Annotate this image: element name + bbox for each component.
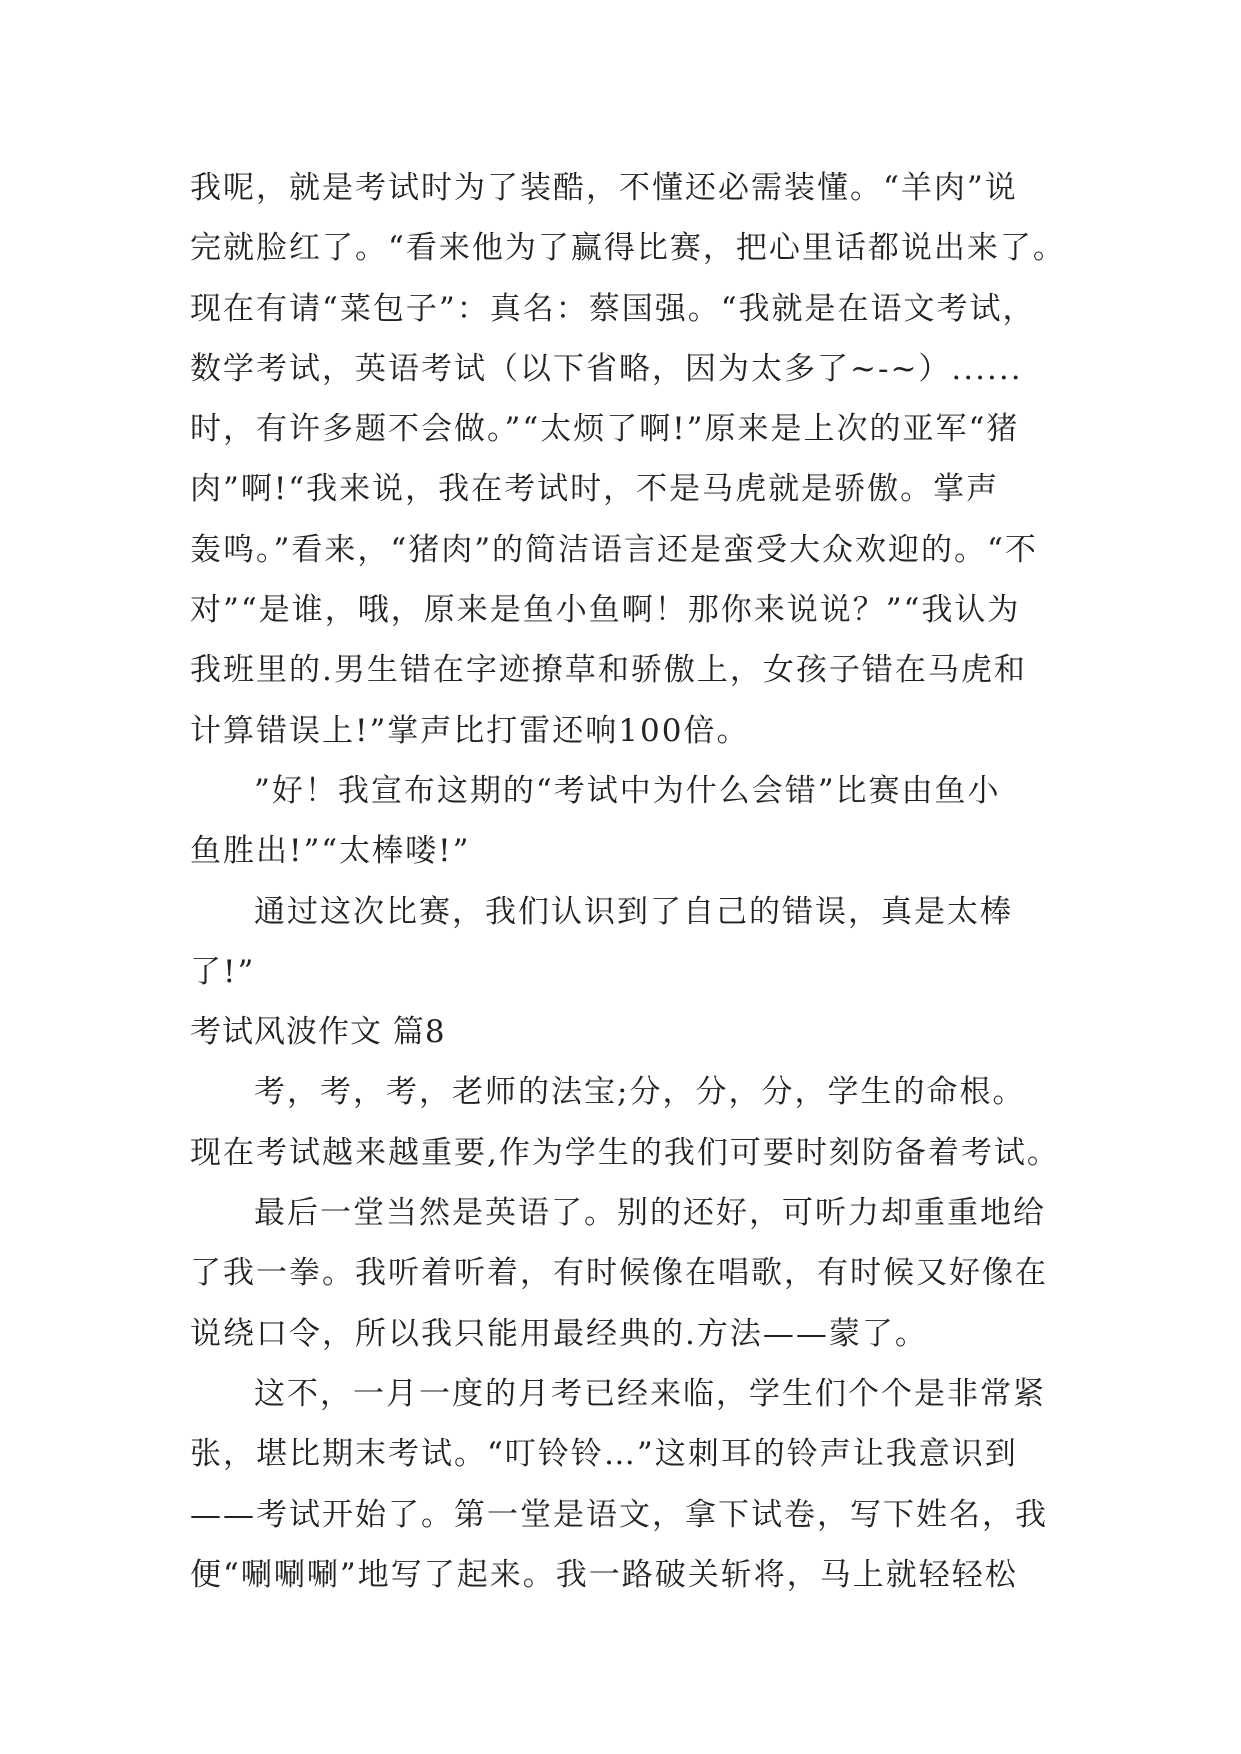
text-line: 时，有许多题不会做。”“太烦了啊!”原来是上次的亚军“猪 — [190, 411, 1020, 448]
text-line: 我班里的.男生错在字迹撩草和骄傲上，女孩子错在马虎和 — [190, 652, 1027, 689]
text-line: 现在有请“菜包子”：真名：蔡国强。“我就是在语文考试， — [190, 290, 1036, 327]
text-line: 对”“是谁，哦，原来是鱼小鱼啊！那你来说说？”“我认为 — [190, 592, 1021, 629]
text-line: 了!” — [190, 953, 256, 990]
text-line: 张，堪比期末考试。“叮铃铃…”这刺耳的铃声让我意识到 — [190, 1436, 1018, 1473]
text-line: 便“唰唰唰”地写了起来。我一路破关斩将，马上就轻轻松 — [190, 1556, 1018, 1593]
paragraph-start-line: ”好！我宣布这期的“考试中为什么会错”比赛由鱼小 — [254, 772, 1001, 809]
text-line: ——考试开始了。第一堂是语文，拿下试卷，写下姓名，我 — [190, 1496, 1048, 1533]
paragraph-start-line: 通过这次比赛，我们认识到了自己的错误，真是太棒 — [254, 893, 1013, 930]
text-line: 现在考试越来越重要,作为学生的我们可要时刻防备着考试。 — [190, 1134, 1060, 1171]
paragraph-start-line: 考，考，考，老师的法宝;分，分，分，学生的命根。 — [254, 1074, 1026, 1111]
text-line: 说绕口令，所以我只能用最经典的.方法——蒙了。 — [190, 1315, 928, 1352]
text-line: 鱼胜出!”“太棒喽!” — [190, 833, 471, 870]
text-line: 了我一拳。我听着听着，有时候像在唱歌，有时候又好像在 — [190, 1255, 1048, 1292]
text-line: 我呢，就是考试时为了装酷，不懂还必需装懂。“羊肉”说 — [190, 170, 1018, 206]
paragraph-start-line: 这不，一月一度的月考已经来临，学生们个个是非常紧 — [254, 1375, 1046, 1412]
section-heading: 考试风波作文 篇8 — [190, 1014, 446, 1051]
document-body — [190, 158, 1070, 1605]
text-line: 轰鸣。”看来，“猪肉”的简洁语言还是蛮受大众欢迎的。“不 — [190, 531, 1038, 568]
text-line: 肉”啊!“我来说，我在考试时，不是马虎就是骄傲。掌声 — [190, 471, 1000, 508]
text-line: 完就脸红了。“看来他为了赢得比赛，把心里话都说出来了。 — [190, 230, 1066, 267]
text-line: 计算错误上!”掌声比打雷还响100倍。 — [190, 712, 750, 749]
text-line: 数学考试，英语考试（以下省略，因为太多了~-~）...... — [190, 350, 1023, 387]
paragraph-start-line: 最后一堂当然是英语了。别的还好，可听力却重重地给 — [254, 1195, 1046, 1232]
